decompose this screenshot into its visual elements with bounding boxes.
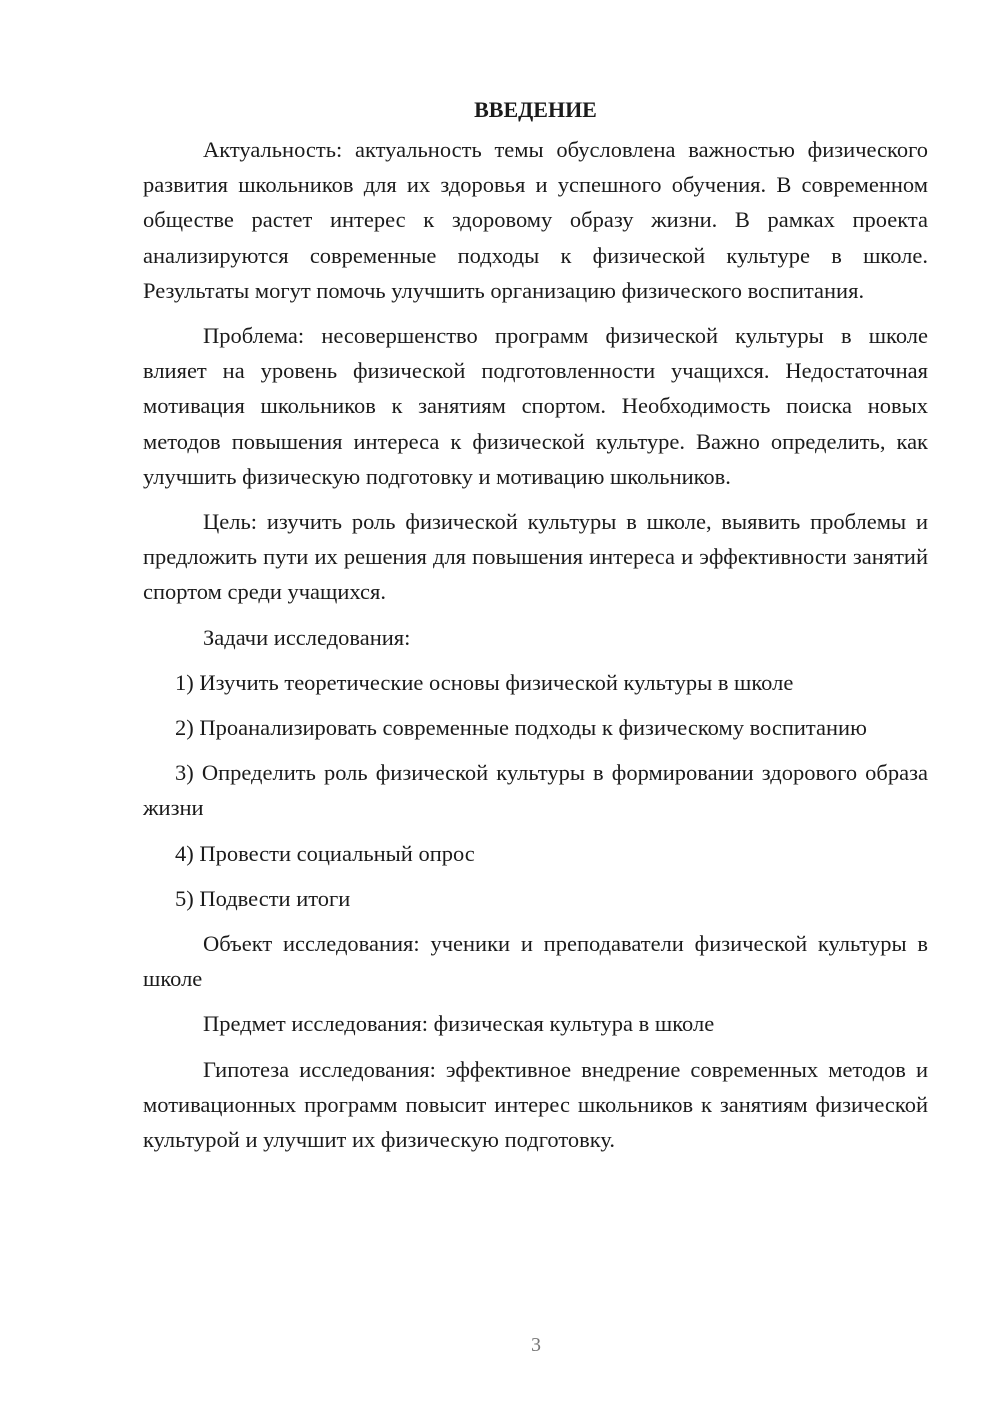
page-number: 3 <box>531 1334 541 1356</box>
task-item: 2) Проанализировать современные подходы к физическому воспитанию <box>175 715 867 741</box>
section-title: ВВЕДЕНИЕ <box>474 97 597 122</box>
tasks-heading: Задачи исследования: <box>203 624 411 650</box>
paragraph-object: Объект исследования: ученики и преподаватели физической культуры в школе <box>143 931 928 992</box>
paragraph-hypothesis: Гипотеза исследования: эффективное внедрение современных методов и мотивационных программ повысит интерес школьников к занятиям физической культурой и улучшит их физическую подготовку. <box>143 1056 928 1153</box>
task-item: 1) Изучить теоретические основы физической культуры в школе <box>175 669 794 695</box>
page-content <box>143 96 928 1157</box>
paragraph-goal: Цель: изучить роль физической культуры в школе, выявить проблемы и предложить пути их решения для повышения интереса и эффективности занятий спортом среди учащихся. <box>143 509 928 605</box>
paragraph-relevance: Актуальность: актуальность темы обусловлена важностью физического развития школьников для их здоровья и успешного обучения. В современном обществе растет интерес к здоровому образу жизни. В рамках проекта анализируются современные подходы к физической культуре в школе. Результаты могут помочь улучшить организацию физического воспитания. <box>143 137 928 303</box>
task-item: 4) Провести социальный опрос <box>175 840 475 866</box>
paragraph-problem: Проблема: несовершенство программ физической культуры в школе влияет на уровень физической подготовленности учащихся. Недостаточная мотивация школьников к занятиям спортом. Необходимость поиска новых методов повышения интереса к физической культуре. Важно определить, как улучшить физическую подготовку и мотивацию школьников. <box>143 323 928 489</box>
task-item: 3) Определить роль физической культуры в формировании здорового образа жизни <box>143 760 928 821</box>
task-item: 5) Подвести итоги <box>175 885 351 911</box>
paragraph-subject: Предмет исследования: физическая культура в школе <box>203 1011 715 1037</box>
tasks-list <box>143 665 928 916</box>
